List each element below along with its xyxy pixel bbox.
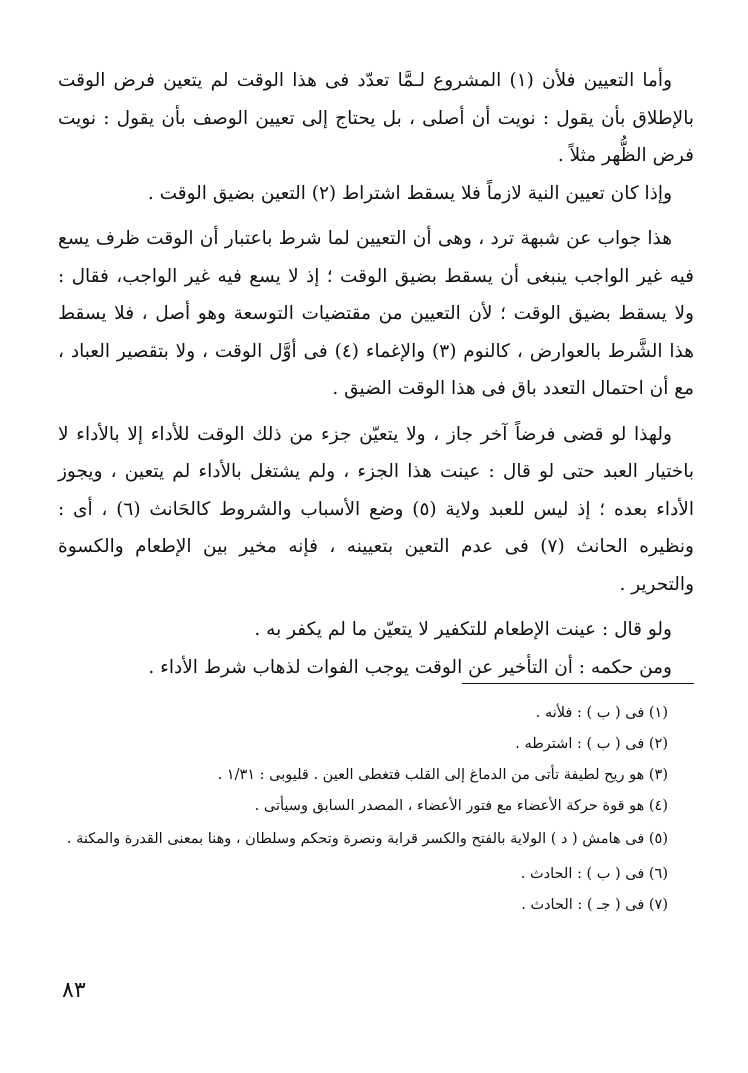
footnote: (٦) فى ( ب ) : الحادث . (520, 866, 668, 882)
paragraph: هذا جواب عن شبهة ترد ، وهى أن التعيين لما شرط باعتبار أن الوقت ظرف يسع فيه غير الواجب ينبغى أن يسقط بضيق الوقت ؛ إذ لا يسع فيه غير الواجب، فقال : ولا يسقط بضيق الوقت ؛ لأن التعيين من مقتضيات التوسعة وهو أصل ، فلا يسقط هذا الشَّرط بالعوارض ، كالنوم (٣) والإغماء (٤) فى أوَّل الوقت ، ولا بتقصير العباد ، مع أن احتمال التعدد باق فى هذا الوقت الضيق . (58, 228, 694, 399)
page-number: ٨٣ (62, 978, 86, 1003)
footnote: (١) فى ( ب ) : فلأنه . (535, 705, 668, 721)
footnote: (٧) فى ( جـ ) : الحادث . (521, 897, 668, 913)
paragraph: وأما التعيين فلأن (١) المشروع لـمَّا تعدّد فى هذا الوقت لم يتعين فرض الوقت بالإطلاق بأن يقول : نويت أن أصلى ، بل يحتاج إلى تعيين الوصف بأن يقول : نويت فرض الظُّهر مثلاً . (58, 70, 694, 166)
footnotes (58, 698, 668, 921)
main-text (58, 62, 694, 686)
paragraph: ولو قال : عينت الإطعام للتكفير لا يتعيّن ما لم يكفر به . (254, 619, 672, 640)
paragraph: وإذا كان تعيين النية لازماً فلا يسقط اشتراط (٢) التعين بضيق الوقت . (147, 182, 672, 204)
footnote: (٤) هو قوة حركة الأعضاء مع فتور الأعضاء ، المصدر السابق وسيأتى . (254, 798, 668, 814)
paragraph: ولهذا لو قضى فرضاً آخر جاز ، ولا يتعيّن جزء من ذلك الوقت للأداء إلا بالأداء لا باختيار العبد حتى لو قال : عينت هذا الجزء ، ولم يشتغل بالأداء لم يتعين ، ويجوز الأداء بعده ؛ إذ ليس للعبد ولاية (٥) وضع الأسباب والشروط كالحَانث (٦) ، أى : ونظيره الحانث (٧) فى عدم التعين بتعيينه ، فإنه مخير بين الإطعام والكسوة والتحرير . (58, 423, 694, 595)
footnote-separator (462, 683, 694, 684)
paragraph: ومن حكمه : أن التأخير عن الوقت يوجب الفوات لذهاب شرط الأداء . (148, 656, 672, 678)
footnote: (٥) فى هامش ( د ) الولاية بالفتح والكسر قرابة ونصرة وتحكم وسلطان ، وهنا بمعنى القدرة والمكنة . (66, 831, 668, 847)
footnote: (٣) هو ريح لطيفة تأتى من الدماغ إلى القلب فتغطى العين . قليوبى : ١/٣١ . (217, 767, 668, 783)
footnote: (٢) فى ( ب ) : اشترطه . (515, 736, 668, 752)
